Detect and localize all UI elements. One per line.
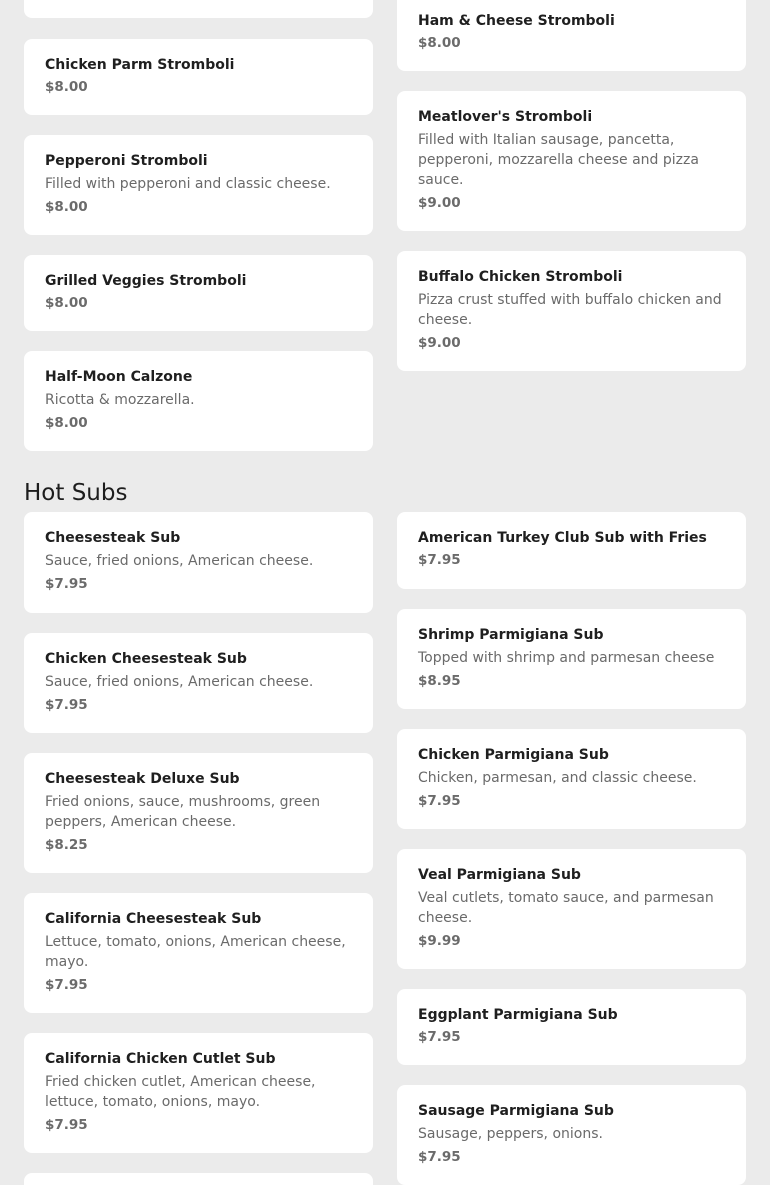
item-price: $8.00 (418, 35, 461, 51)
item-price: $9.00 (418, 335, 461, 351)
menu-item-card-partial[interactable] (24, 0, 373, 18)
item-price: $7.95 (45, 697, 88, 713)
menu-item-card[interactable] (397, 609, 746, 709)
item-description: Fried onions, sauce, mushrooms, green peppers, American cheese. (45, 794, 321, 830)
item-price: $7.95 (418, 1029, 461, 1045)
item-name: Eggplant Parmigiana Sub (418, 1007, 618, 1023)
item-name: Grilled Veggies Stromboli (45, 273, 247, 289)
item-name: American Turkey Club Sub with Fries (418, 530, 707, 546)
item-description: Pizza crust stuffed with buffalo chicken and cheese. (418, 292, 722, 328)
item-description: Topped with shrimp and parmesan cheese (418, 650, 715, 666)
menu-item-card[interactable] (397, 989, 746, 1065)
menu-item-card[interactable] (397, 849, 746, 969)
item-description: Fried chicken cutlet, American cheese, lettuce, tomato, onions, mayo. (45, 1074, 316, 1110)
item-price: $7.95 (418, 1149, 461, 1165)
menu-item-card[interactable] (24, 753, 373, 873)
menu-item-card[interactable] (397, 1085, 746, 1185)
section-title: Hot Subs (24, 480, 128, 506)
item-description: Lettuce, tomato, onions, American cheese, mayo. (45, 934, 346, 970)
item-price: $8.25 (45, 837, 88, 853)
item-name: Shrimp Parmigiana Sub (418, 627, 604, 643)
menu-item-card[interactable] (397, 251, 746, 371)
item-name: Chicken Parmigiana Sub (418, 747, 609, 763)
item-name: Chicken Cheesesteak Sub (45, 651, 247, 667)
item-name: Buffalo Chicken Stromboli (418, 269, 623, 285)
menu-item-card[interactable] (24, 512, 373, 613)
item-description: Veal cutlets, tomato sauce, and parmesan cheese. (418, 890, 714, 926)
menu-item-card[interactable] (397, 91, 746, 231)
item-description: Ricotta & mozzarella. (45, 392, 195, 408)
item-price: $8.00 (45, 79, 88, 95)
item-price: $8.00 (45, 295, 88, 311)
menu-item-card[interactable] (397, 729, 746, 829)
item-price: $9.00 (418, 195, 461, 211)
item-name: California Cheesesteak Sub (45, 911, 262, 927)
menu-item-card-partial[interactable] (24, 1173, 373, 1185)
item-price: $8.00 (45, 415, 88, 431)
item-name: Meatlover's Stromboli (418, 109, 593, 125)
item-description: Sauce, fried onions, American cheese. (45, 674, 314, 690)
item-name: Chicken Parm Stromboli (45, 57, 235, 73)
item-description: Filled with pepperoni and classic cheese. (45, 176, 331, 192)
item-price: $8.95 (418, 673, 461, 689)
item-price: $7.95 (45, 1117, 88, 1133)
item-price: $8.00 (45, 199, 88, 215)
menu-item-card[interactable] (24, 351, 373, 451)
item-price: $7.95 (418, 552, 461, 568)
item-price: $7.95 (418, 793, 461, 809)
item-name: Cheesesteak Sub (45, 530, 181, 546)
menu-item-card[interactable] (397, 512, 746, 589)
item-name: California Chicken Cutlet Sub (45, 1051, 276, 1067)
item-name: Veal Parmigiana Sub (418, 867, 581, 883)
item-name: Ham & Cheese Stromboli (418, 13, 615, 29)
item-description: Filled with Italian sausage, pancetta, pepperoni, mozzarella cheese and pizza sauce. (418, 132, 699, 188)
item-description: Sauce, fried onions, American cheese. (45, 553, 314, 569)
menu-item-card[interactable] (24, 893, 373, 1013)
menu-item-card[interactable] (24, 39, 373, 115)
item-description: Chicken, parmesan, and classic cheese. (418, 770, 697, 786)
item-name: Cheesesteak Deluxe Sub (45, 771, 240, 787)
menu-item-card[interactable] (24, 135, 373, 235)
menu-item-card[interactable] (24, 1033, 373, 1153)
item-price: $7.95 (45, 977, 88, 993)
menu-item-card[interactable] (24, 255, 373, 331)
menu-item-card[interactable] (24, 633, 373, 733)
item-description: Sausage, peppers, onions. (418, 1126, 603, 1142)
item-price: $9.99 (418, 933, 461, 949)
item-price: $7.95 (45, 576, 88, 592)
item-name: Pepperoni Stromboli (45, 153, 208, 169)
item-name: Sausage Parmigiana Sub (418, 1103, 614, 1119)
menu-item-card[interactable] (397, 0, 746, 71)
item-name: Half-Moon Calzone (45, 369, 193, 385)
